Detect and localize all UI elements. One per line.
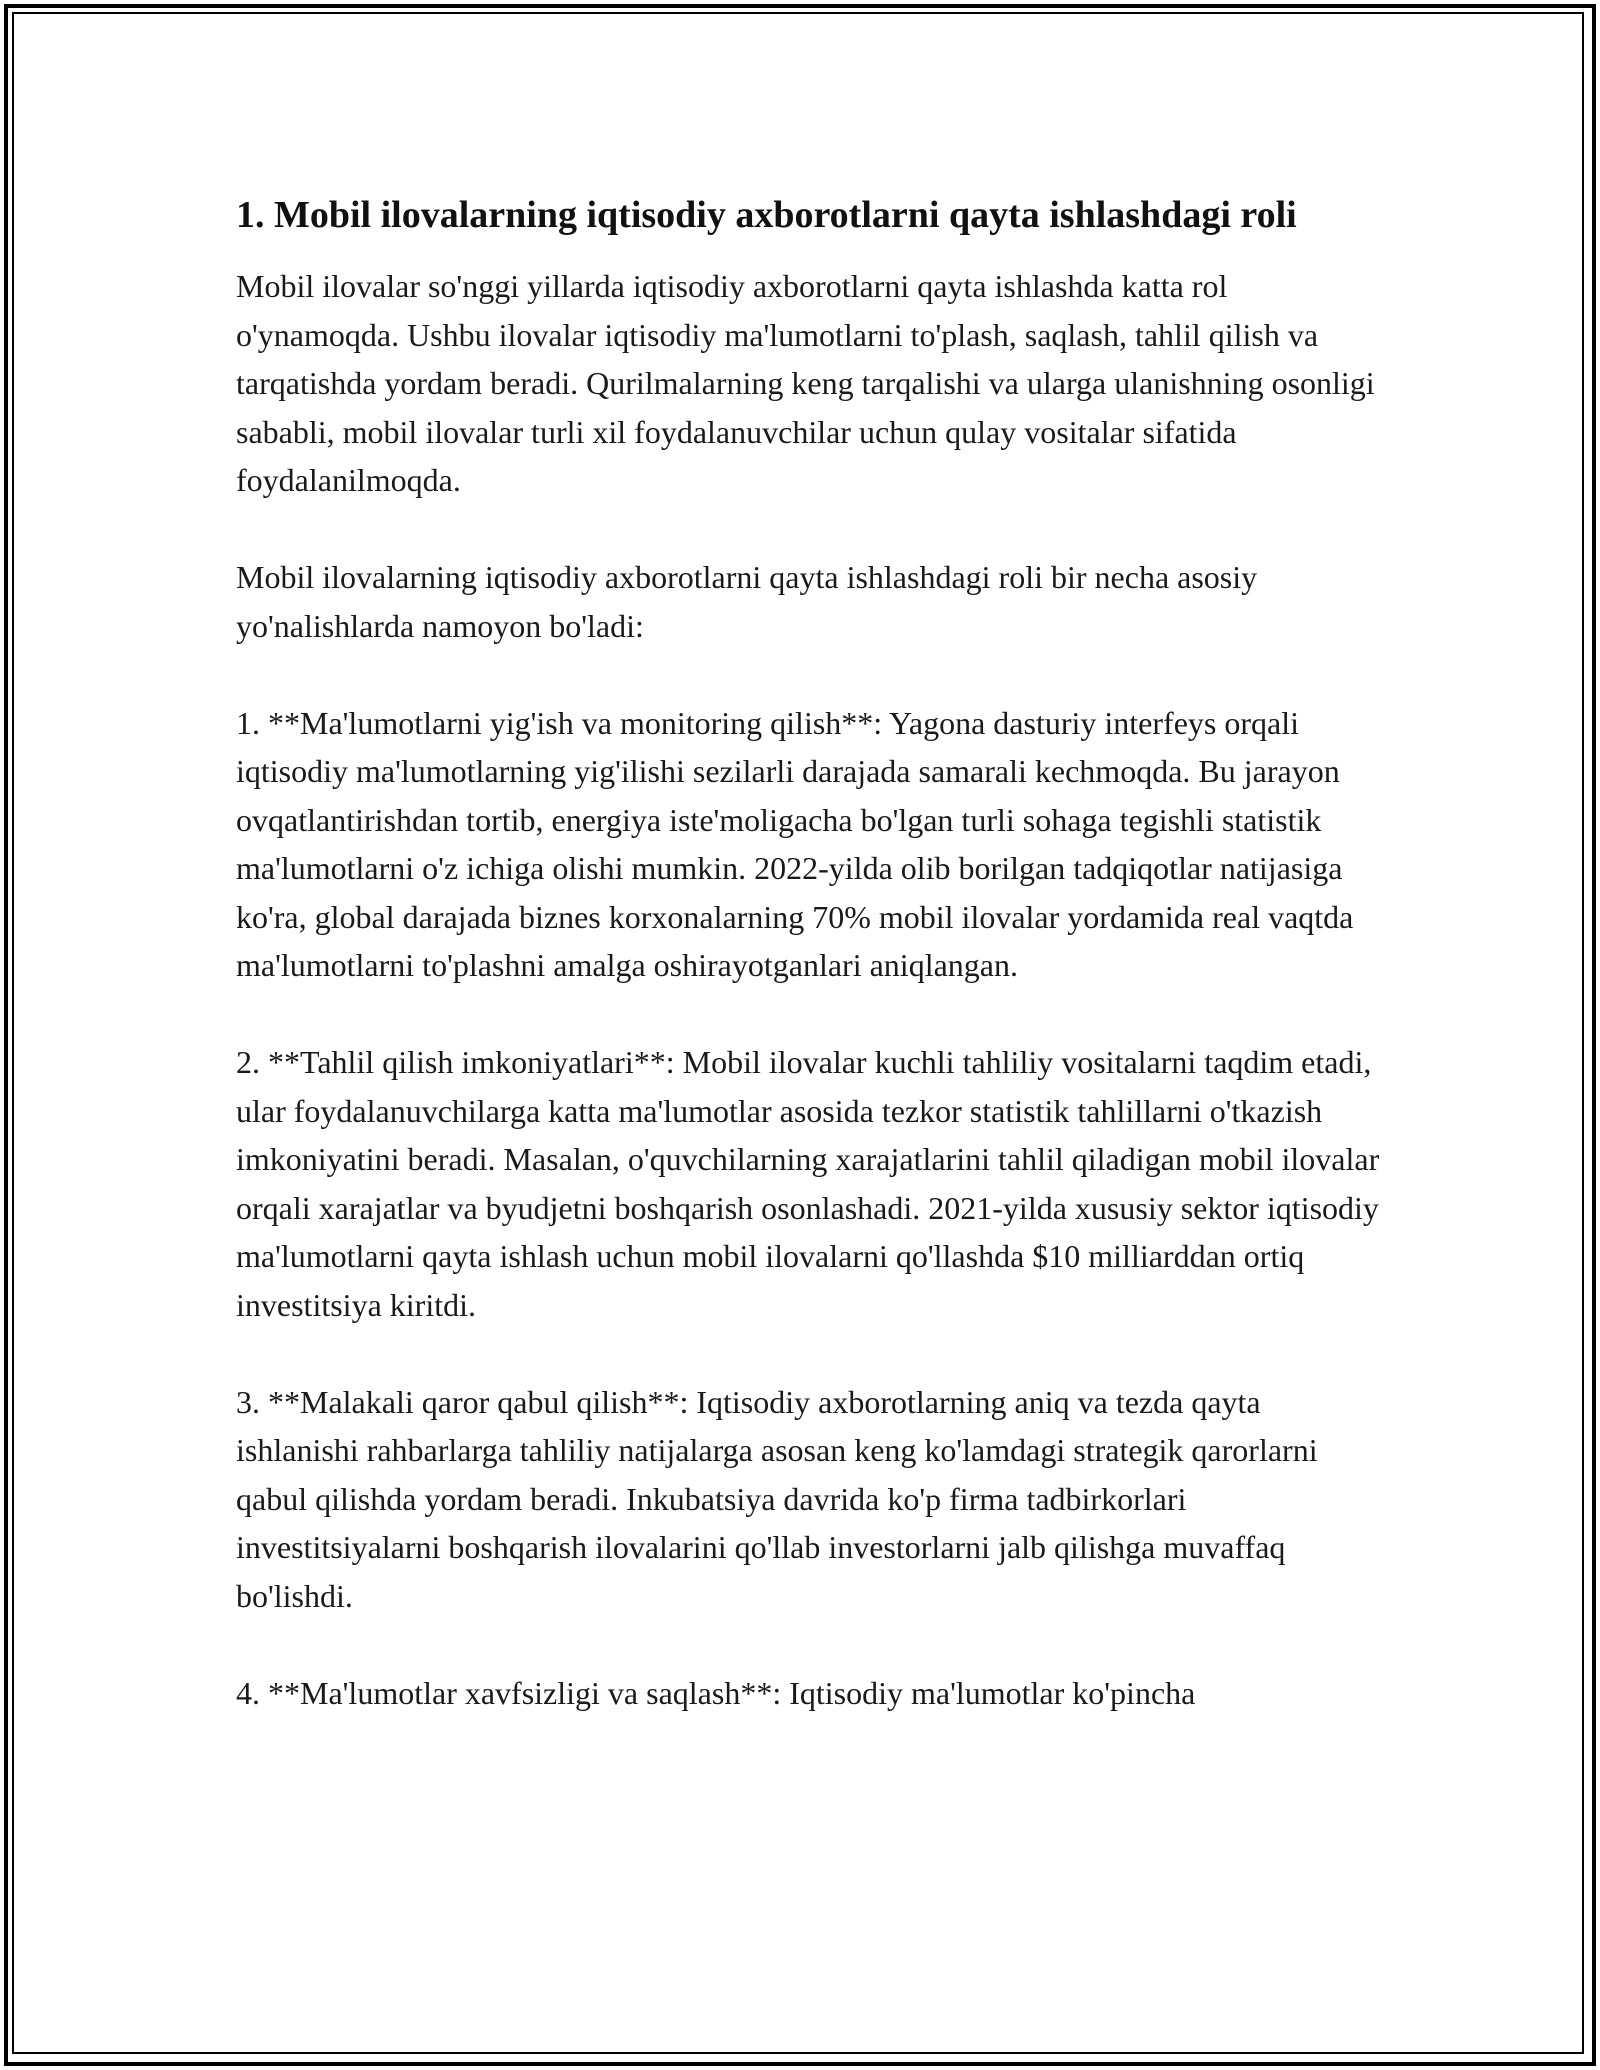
paragraph-intro: Mobil ilovalar so'nggi yillarda iqtisodiy axborotlarni qayta ishlashda katta rol o'ynamoqda. Ushbu ilovalar iqtisodiy ma'lumotlarni to'plash, saqlash, tahlil qilish va tarqatishda yordam beradi. Qurilmalarning keng tarqalishi va ularga ulanishning osonligi sababli, mobil ilovalar turli xil foydalanuvchilar uchun qulay vositalar sifatida foydalanilmoqda. (236, 268, 1375, 498)
document-title: 1. Mobil ilovalarning iqtisodiy axborotlarni qayta ishlashdagi roli (236, 194, 1297, 236)
paragraph-directions: Mobil ilovalarning iqtisodiy axborotlarni qayta ishlashdagi roli bir necha asosiy yo'nalishlarda namoyon bo'ladi: (236, 559, 1258, 644)
document-body (236, 188, 1386, 1766)
paragraph-item-2: 2. **Tahlil qilish imkoniyatlari**: Mobil ilovalar kuchli tahliliy vositalarni taqdim etadi, ular foydalanuvchilarga katta ma'lumotlar asosida tezkor statistik tahlillarni o'tkazish imkoniyatini beradi. Masalan, o'quvchilarning xarajatlarini tahlil qiladigan mobil ilovalar orqali xarajatlar va byudjetni boshqarish osonlashadi. 2021-yilda xususiy sektor iqtisodiy ma'lumotlarni qayta ishlash uchun mobil ilovalarni qo'llashda $10 milliarddan ortiq investitsiya kiritdi. (236, 1044, 1380, 1323)
paragraph-item-3: 3. **Malakali qaror qabul qilish**: Iqtisodiy axborotlarning aniq va tezda qayta ishlanishi rahbarlarga tahliliy natijalarga asosan keng ko'lamdagi strategik qarorlarni qabul qilishda yordam beradi. Inkubatsiya davrida ko'p firma tadbirkorlari investitsiyalarni boshqarish ilovalarini qo'llab investorlarni jalb qilishga muvaffaq bo'lishdi. (236, 1383, 1318, 1614)
paragraph-item-4: 4. **Ma'lumotlar xavfsizligi va saqlash**: Iqtisodiy ma'lumotlar ko'pincha (236, 1674, 1196, 1711)
paragraph-item-1: 1. **Ma'lumotlarni yig'ish va monitoring qilish**: Yagona dasturiy interfeys orqali iqtisodiy ma'lumotlarning yig'ilishi sezilarli darajada samarali kechmoqda. Bu jarayon ovqatlantirishdan tortib, energiya iste'moligacha bo'lgan turli sohaga tegishli statistik ma'lumotlarni o'z ichiga olishi mumkin. 2022-yilda olib borilgan tadqiqotlar natijasiga ko'ra, global darajada biznes korxonalarning 70% mobil ilovalar yordamida real vaqtda ma'lumotlarni to'plashni amalga oshirayotganlari aniqlangan. (236, 704, 1354, 983)
